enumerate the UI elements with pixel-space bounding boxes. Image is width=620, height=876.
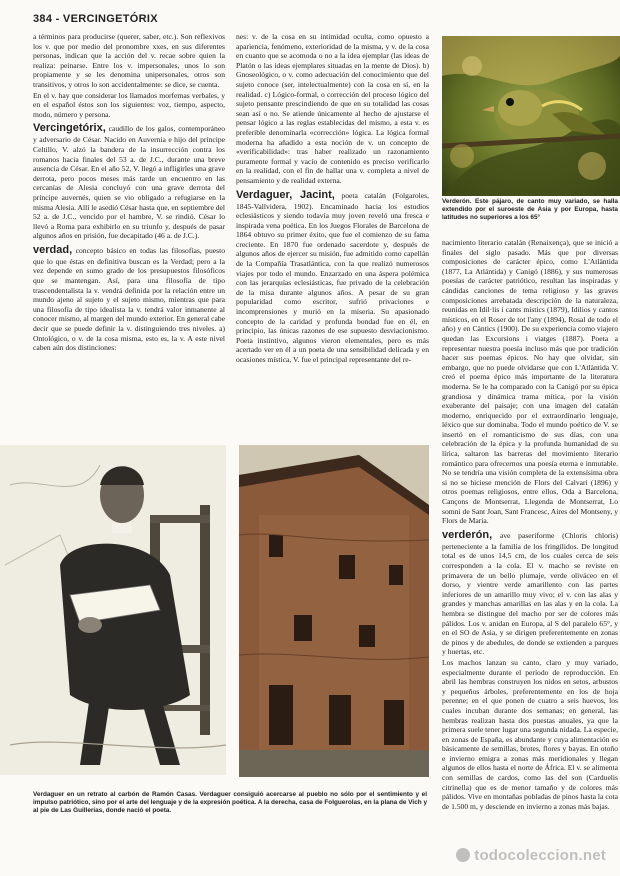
entry-text-verderon: ave paseriforme (Chloris chloris) perteneciente a la familia de los fringílidos. De longitud total es de unos 14,5 cm, de los cuales cerca de seis corresponden a la cola. El v. macho se reviste en primavera de un bello plumaje, verde oliváceo en el dorso, y vientre verde amarillento con las partes inferiores de un amarillo muy vivo; el v. con las alas y grandes y manchas amarillas en las alas y en la cola. La hembra se distingue del macho por ser de colores más pálidos. Los v. anidan en Europa, al S del paralelo 65°, y en el SO de Asia, y se dirigen preferentemente en zonas de pinos y de abedules, de donde se extienden a parques y huertas, etc. [442,530,618,657]
watermark-logo-icon [456,848,470,862]
column-left [33,32,225,354]
entry-title-verdad: verdad, [33,243,73,256]
verdaguer-charcoal-portrait [0,445,226,775]
entry-vercingetorix [33,122,225,241]
verderon-bird-illustration [442,36,620,196]
entry-title-verderon: verderón, [442,528,493,541]
verderon-continuation: Los machos lanzan su canto, claro y muy variado, especialmente durante el período de reproducción. En abril las hembras construyen los nidos en setos, arbustos y pequeños árboles, preferentemente en los de hoja perenne; en el que ponen de cuatro a seis huevos, los cuales incuban durante dos semanas; en general, las hembras realizan hasta dos puestas anuales, ya que la primera suele tener lugar una segunda nidada. La especie, en zonas de España, es abundante y cuya alimentación es básicamente de semillas, brotes, flores y bayas. En otoño e invierno emigra a zonas más meridionales y llegan algunos de ellos hasta el norte de África. El v. se alimenta con semillas de cardos, como las del son (Carduelis citrinella) que es de menor tamaño y de colores más pálidos. Vive en montañas pobladas de pinos hasta la cota de 1.500 m, y desciende en invierno a zonas más bajas. [442,657,618,811]
verbo-continuation: a términos para producirse (querer, saber, etc.). Son reflexivos los v. que por medio del pronombre xxes, en sus diferentes personas, indican que la acción del v. recae sobre quien la realiza: peinarse. Entre los v. impersonales, unos lo son propiamente y se les denomina unipersonales, otros son transitivos, y otros lo son accidentalmente: se dice, se cuenta. [33,32,225,89]
entry-verderon [442,529,618,657]
entry-title-vercingetorix: Vercingetórix, [33,122,106,135]
entry-verdaguer [236,189,429,365]
verdad-continuation: nes: v. de la cosa en su intimidad oculta, como opuesto a apariencia, fenómeno, exterioridad de la misma, y v. de la cosa en cuanto que se acomoda o no a la idea ejemplar (las ideas de Platón o las ideas ejemplares situadas en la mente de Dios). b) Gnoseológico, o v. como adecuación del conocimiento que del sujeto conoce (ser, intelectualmente) con la cosa en sí, en la realidad. c) Lógico-formal, o corrección del proceso lógico del sujeto pensante prescindiendo de que en su totalidad las cosas sean así o no. Se atiende únicamente al hecho de ajustarse el pensar lógico a las reglas establecidas del mismo, a esta v. es preferible denominarla «corrección» lógica. La lógica formal moderna ha añadido a esta noción de v. un concepto de «verificabilidad»: tras haber realizado un razonamiento puramente formal y vacío de contenido es preciso verificarlo en la realidad, con el fin de hallar una v. completa a nivel de pensamiento y de realidad externa. [236,32,429,185]
watermark-text: todocoleccion.net [474,847,606,864]
portrait-caption: Verdaguer en un retrato al carbón de Ramón Casas. Verdaguer consiguió acercarse al pueblo no sólo por el sentimiento y el impulso patriótico, sino por el arte del lenguaje y de la expresión poética. A la derecha, casa de Folguerolas, en la plana de Vich y al pie de Las Guillerías, donde nació el poeta. [33,791,427,815]
house-photo [239,445,429,777]
entry-text-verdaguer: poeta catalán (Folgaroles, 1845-Vallvidera, 1902). Encaminado hacia los estudios eclesiásticos y siendo todavía muy joven reveló una fresca e inspirada vena poética. En los Juegos Florales de Barcelona de 1864 obtuvo su primer éxito, que fue el comienzo de su fama creciente. En 1870 fue ordenado sacerdote y, después de algunos años de ejercer su misión, fue admitido como capellán de la Compañía Trasatlántica, con la que realizó numerosos viajes por todo el mundo. Enzarzado en una áspera polémica con las jerarquías eclesiásticas, fue privado de la celebración de la misa durante algunos años. A pesar de su gran popularidad como escritor, sufrió privaciones e incomprensiones y murió en la miseria. Su apasionado concepto de la caridad y profunda bondad fue en él, en principio, las únicas razones de ese supuesto desviacionismo. Poeta instintivo, algunos vieron elementales, pero es más acertado ver en él a un poeta de una sensibilidad delicada y en ocasiones mística, V. fue el principal representante del re- [236,190,429,364]
entry-title-verdaguer: Verdaguer, Jacint, [236,188,335,201]
entry-verdad [33,244,225,353]
watermark [456,847,606,864]
column-right [442,238,618,812]
verdaguer-continuation: nacimiento literario catalán (Renaixença), que se inició a finales del siglo pasado. Más que por diversas composiciones de carácter épico, como L'Atlàntida (1877, La Atlántida) y Canigó (1886), y sus numerosas poesías de carácter patriótico, resultan las inspiradas y cándidas canciones de tema religioso y las graves composiciones arrebatada descripción de la naturaleza, reunidas en Idil·lis i cants místics (1879), Idilios y cantos místicos, en el Roser de tot l'any (1894), Rosal de todo el año) y en Càntics (1900). De su experiencia como viajero quedan las Excursions i viatges (1887). Poeta a representar nuestra poesía incluso más que por tradición hacer sus poemas épicos. No hay que olvidar, sin embargo, que no puede olvidarse que con L'Atlàntida V. creó el poema épico más importante de la literatura moderna. Se le ha comparado con la Canigó por su épica grandiosa y dinámica trama mítica, por la visión exuberante del paisaje; con una imagen del catalán moderno, enriquecido por el extraordinario lenguaje, léxico que sur dominaba. Todo el mundo poético de V. se insertó en el romanticismo de sus días, con una celebración de la épica y la profunda humanidad de su lírica, saltaron las barreras del movimiento literario romántico para ofrecernos una poesía eterna e inmutable. No se tendría una visión completa de la extensísima obra si no se hiciese mención de Flors del Calvari (1896) y otros poemas religiosos, entre ellos, Oda a Barcelona, Cançons de Montserrat, Llegenda de Montserrat, Lo somni de Sant Joan, Sant Francesc, Aires del Montseny, y Flors de Maria. [442,238,618,526]
verbo-morfemas-text: En el v. hay que considerar los llamados morfemas verbales, y en el español éstos son los siguientes: voz, tiempo, aspecto, modo, número y persona. [33,90,225,119]
bird-photo [442,36,620,196]
portrait-image [0,445,226,775]
bird-caption: Verderón. Este pájaro, de canto muy variado, se halla extendido por el suroeste de Asia y por Europa, hasta latitudes no superiores a los 65° [442,198,618,222]
column-middle [236,32,429,366]
folguerolas-house-illustration [239,445,429,777]
entry-text-verdad: concepto básico en todas las filosofías, puesto que lo que éstas en definitiva buscan es la Verdad; pero a la vez depende en sumo grado de los presupuestos filosóficos que se mantengan. Así, para una filosofía de tipo trascendentalista la v. vendrá definida por la relación entre un mundo ajeno al sujeto y el sujeto mismo, mientras que para una filosofía de tipo idealista la v. tendrá valor inmanente al conocer mismo, al margen del mundo exterior. En general cabe decir que se puede definir la v. distinguiendo tres niveles. a) Ontológico, o v. de la cosa misma, esto es, la v. A este nivel caben aún dos distinciones: [33,245,225,353]
page-header: 384 - VERCINGETÓRIX [33,13,158,25]
verbo-morfemas [33,91,225,120]
entry-text-vercingetorix: caudillo de los galos, contemporáneo y adversario de César. Nacido en Auvernia e hijo del príncipe Celtillo, V. alzó la bandera de la insurrección contra los romanos hacia finales del 53 a. de J.C., durante una breve ausencia de César. En el año 52, V. llegó a infligirles una grave derrota, pero pocos meses más tarde un encuentro en las cercanías de Alesia concluyó con una grave derrota del príncipe auvernés, quien se vio obligado a refugiarse en la misma Alesia. Allí le asedió César hasta que, en septiembre del 52 a. de J.C., vencido por el hambre, V. se rindió. César lo llevó a Roma para exhibirlo en su triunfo y, después de pasar algunos años en prisión, fue decapitado (46 a. de J.C.). [33,124,225,241]
